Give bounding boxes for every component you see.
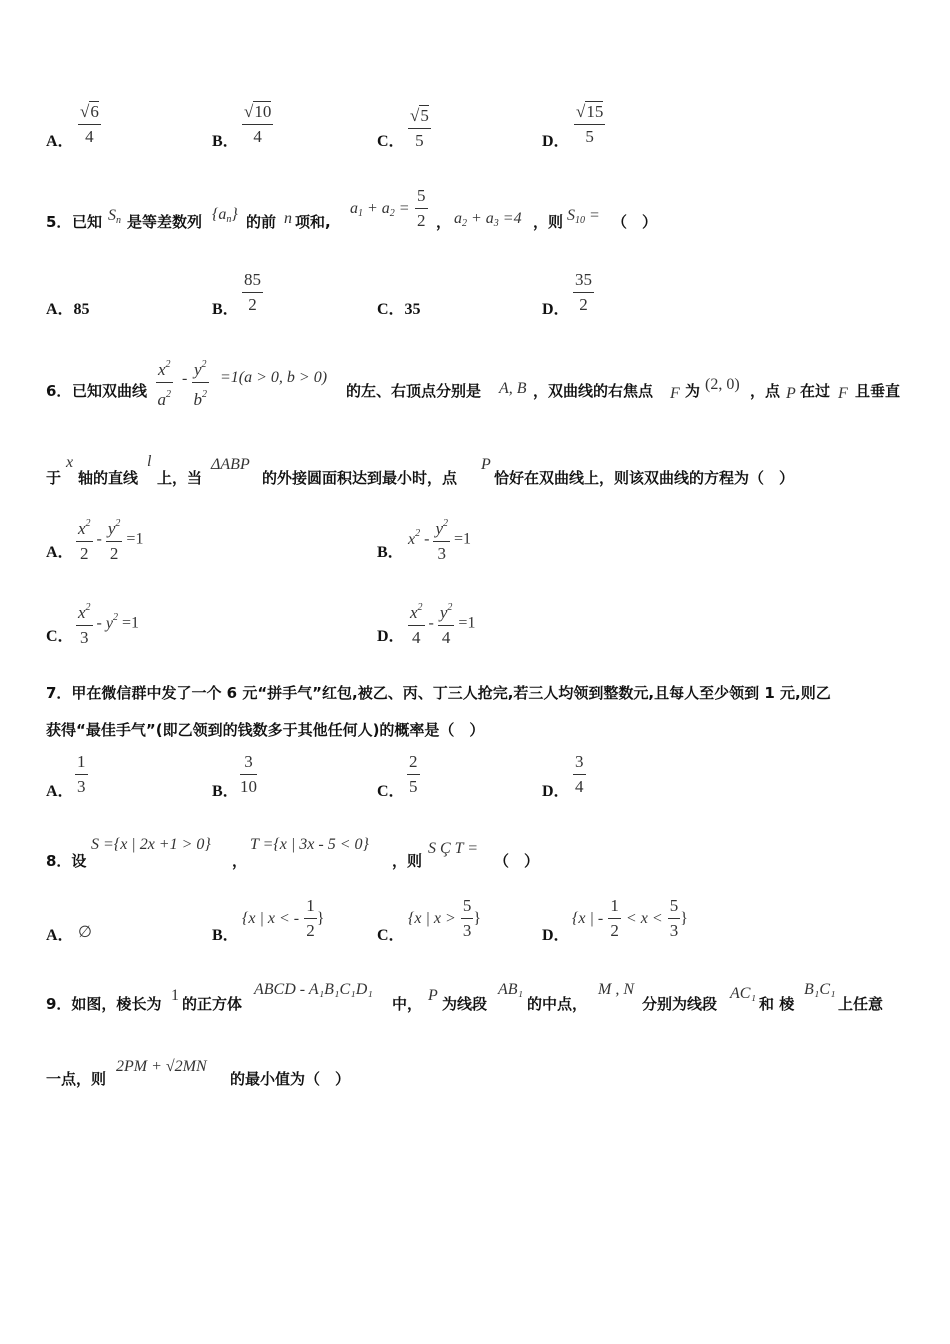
q6-number: 6． <box>46 382 72 400</box>
q6-F: F <box>670 385 680 402</box>
q9-cube: ABCD - A₁B₁C₁D₁ <box>254 981 373 998</box>
q5-option-d-fraction <box>573 270 594 315</box>
q8-then: ，则 <box>392 852 423 870</box>
q4-option-b-fraction: $\frac{√10}{4}$ <box>244 102 272 146</box>
q7-option-a-fraction <box>75 752 88 797</box>
q6-option-b-label: B． <box>377 544 404 561</box>
q9-text-8: 上任意 <box>838 995 884 1013</box>
q6-text-1: 已知双曲线 <box>72 382 148 400</box>
q4-option-c-label: C． <box>377 133 405 150</box>
q6-text-11: 的外接圆面积达到最小时，点 <box>262 469 458 487</box>
q8-b-den: 2 <box>306 921 315 940</box>
q5-eq2-rhs: =4 <box>502 210 522 227</box>
q7-a-num: 1 <box>75 752 88 775</box>
q5-eq1-num: 5 <box>415 186 428 209</box>
q7-line-1: 7．甲在微信群中发了一个 6 元“拼手气”红包,被乙、丙、丁三人抢完,若三人均领到整数元,且每人至少领到 1 元,则乙 <box>46 684 831 702</box>
q6-text-10: 上，当 <box>157 469 203 487</box>
q5-text-4: 项和, <box>295 213 331 231</box>
q5-b-den: 2 <box>248 295 257 314</box>
q6-x: x <box>66 454 74 471</box>
q4-b-den: 4 <box>253 127 262 146</box>
q6-option-d-expr: $\frac{x^2}{4}$ - $\frac{y^2}{4}$ =1 <box>408 598 475 648</box>
q9-text-6: 分别为线段 <box>642 995 718 1013</box>
q8-number: 8．设 <box>46 852 87 870</box>
q6-option-b-expr: $x^2$ - $\frac{y^2}{3}$ =1 <box>408 514 471 564</box>
q8-option-a-label: A． <box>46 927 74 944</box>
q4-c-num: 5 <box>420 106 429 125</box>
q7-option-b-fraction <box>240 752 257 797</box>
q4-option-c-fraction: $\frac{√5}{5}$ <box>410 106 429 150</box>
q6-point: (2, 0) <box>705 376 740 393</box>
q5-option-d-label: D． <box>542 301 570 318</box>
q8-option-b-label: B． <box>212 927 239 944</box>
q6-frac-x: $\frac{x^2}{a^2}$ <box>156 355 173 410</box>
q7-d-den: 4 <box>575 777 584 796</box>
q8-d-lhs: {x | - <box>572 910 604 927</box>
q8-expr: S Ç T = <box>428 840 479 857</box>
q5-eq1-lhs: $a_1 + a_2$ = <box>350 200 410 219</box>
q9-MN: M , N <box>598 981 634 998</box>
q4-b-num: 10 <box>254 102 272 121</box>
q9-text-1: 9．如图，棱长为 <box>46 995 162 1013</box>
q6-text-6: 在过 <box>800 382 831 400</box>
q7-option-a-label: A． <box>46 783 74 800</box>
q9-AB1: AB₁ <box>498 981 524 998</box>
q4-option-b-label: B． <box>212 133 239 150</box>
q6-text-9: 轴的直线 <box>78 469 139 487</box>
q9-text-2: 的正方体 <box>182 995 243 1013</box>
q5-b-num: 85 <box>242 270 263 293</box>
q6-text-4: 为 <box>685 382 701 400</box>
q6-minus: - <box>182 370 188 387</box>
q5-a-sub: n <box>226 214 232 225</box>
q4-d-den: 5 <box>585 127 594 146</box>
q6-triangle: ΔABP <box>211 456 250 473</box>
q8-d-num: 1 <box>608 896 621 919</box>
q6-l: l <box>147 453 152 470</box>
q9-expr: 2PM + √2MN <box>116 1058 207 1075</box>
q5-option-c: C．35 <box>377 301 421 318</box>
q7-option-c-label: C． <box>377 783 405 800</box>
q4-d-num: 15 <box>586 102 604 121</box>
q9-text-7: 和 棱 <box>759 995 795 1013</box>
q8-d-close: } <box>680 910 688 927</box>
q8-b-close: } <box>316 910 325 927</box>
q5-sn <box>108 207 121 226</box>
q5-eq1-fraction <box>415 186 428 231</box>
q8-option-b-expr <box>242 896 324 941</box>
q5-s10: $S_{10}$ = <box>567 207 600 226</box>
q9-text-9: 一点，则 <box>46 1070 107 1088</box>
q5-s10-sub: 10 <box>575 215 585 226</box>
q5-n-var: n <box>284 210 292 227</box>
q5-eq2-lhs: $a_2 + a_3 =4$ <box>454 210 522 229</box>
q5-number: 5． <box>46 213 72 231</box>
q4-option-a-fraction: $\frac{√6}{4}$ <box>80 102 99 146</box>
q9-text-5: 的中点， <box>527 995 588 1013</box>
q9-one: 1 <box>171 987 179 1004</box>
q6-text-12: 恰好在双曲线上，则该双曲线的方程为（ ） <box>494 469 795 487</box>
q6-vertices: A, B <box>499 380 527 397</box>
q6-frac-y: $\frac{y^2}{b^2}$ <box>192 355 209 410</box>
q4-a-den: 4 <box>85 127 94 146</box>
q5-eq1-den: 2 <box>417 211 426 230</box>
q6-F2: F <box>838 385 848 402</box>
q9-text-10: 的最小值为（ ） <box>230 1070 351 1088</box>
q7-line-2: 获得“最佳手气”(即乙领到的钱数多于其他任何人)的概率是（ ） <box>46 721 485 739</box>
q9-AC1: AC₁ <box>730 985 757 1002</box>
q5-s-symbol: S <box>108 207 116 224</box>
q4-option-d-label: D． <box>542 133 570 150</box>
q5-d-den: 2 <box>579 295 588 314</box>
q7-b-num: 3 <box>240 752 257 775</box>
q8-set-T: T ={x | 3x - 5 < 0} <box>250 836 369 853</box>
q5-option-b-label: B． <box>212 301 239 318</box>
q8-d-mid: < x < <box>625 910 663 927</box>
q8-set-S: S ={x | 2x +1 > 0} <box>91 836 211 853</box>
q4-c-den: 5 <box>415 131 424 150</box>
q7-c-num: 2 <box>407 752 420 775</box>
q8-b-num: 1 <box>304 896 317 919</box>
q6-text-2: 的左、右顶点分别是 <box>346 382 482 400</box>
q6-option-a-expr: $\frac{x^2}{2}$ - $\frac{y^2}{2}$ =1 <box>76 514 143 564</box>
q6-text-5: ，点 <box>750 382 781 400</box>
q4-a-num: 6 <box>90 102 99 121</box>
q8-d-num2: 5 <box>668 896 681 919</box>
q7-option-c-fraction <box>407 752 420 797</box>
q5-text-3: 的前 <box>246 213 277 231</box>
q5-d-num: 35 <box>573 270 594 293</box>
q9-text-3: 中， <box>392 995 423 1013</box>
q5-text-1: 已知 <box>72 213 103 231</box>
q8-d-den: 2 <box>610 921 619 940</box>
q8-c-num: 5 <box>461 896 474 919</box>
q5-option-a: A．85 <box>46 301 90 318</box>
q6-text-8: 于 <box>46 469 62 487</box>
q5-a-symbol: a <box>218 206 227 223</box>
q6-condition: =1(a > 0, b > 0) <box>220 369 328 386</box>
q5-sequence: $\{a_n\}$ <box>212 206 238 225</box>
q8-c-den: 3 <box>462 921 472 940</box>
q4-option-a-label: A． <box>46 133 74 150</box>
q7-d-num: 3 <box>573 752 586 775</box>
q8-option-d-expr <box>572 896 688 941</box>
q9-B1C1: B₁C₁ <box>804 981 836 998</box>
q4-option-d-fraction: $\frac{√15}{5}$ <box>576 102 604 146</box>
q6-option-d-label: D． <box>377 628 405 645</box>
q8-option-a-expr: ∅ <box>78 924 92 941</box>
q6-text-3: ，双曲线的右焦点 <box>533 382 654 400</box>
q6-text-7: 且垂直 <box>855 382 901 400</box>
q5-s-sub: n <box>116 215 121 226</box>
q8-option-c-label: C． <box>377 927 405 944</box>
q6-option-a-label: A． <box>46 544 74 561</box>
q9-P: P <box>428 987 438 1004</box>
q6-P: P <box>786 385 796 402</box>
q8-b-lhs: {x | x < - <box>242 910 300 927</box>
q8-c-lhs: {x | x > <box>408 910 456 927</box>
q6-option-c-expr: $\frac{x^2}{3}$ - $y^2 =1$ <box>76 598 139 648</box>
q5-text-7: （ ） <box>612 213 658 231</box>
q5-s10-symbol: S <box>567 207 575 224</box>
q6-P2: P <box>481 456 491 473</box>
q6-option-c-label: C． <box>46 628 74 645</box>
q8-paren: （ ） <box>494 852 540 870</box>
q8-c-close: } <box>473 910 482 927</box>
q9-text-4: 为线段 <box>442 995 488 1013</box>
q7-b-den: 10 <box>240 777 257 796</box>
q7-a-den: 3 <box>77 777 86 796</box>
q5-text-5: ， <box>436 213 452 231</box>
q8-d-den2: 3 <box>669 921 679 940</box>
q5-option-b-fraction <box>242 270 263 315</box>
q7-option-d-label: D． <box>542 783 570 800</box>
q5-text-2: 是等差数列 <box>127 213 203 231</box>
q7-option-d-fraction <box>573 752 586 797</box>
q7-option-b-label: B． <box>212 783 239 800</box>
q5-text-6: ，则 <box>533 213 564 231</box>
q7-c-den: 5 <box>409 777 418 796</box>
q8-comma: ， <box>232 852 248 870</box>
q8-option-c-expr <box>408 896 481 941</box>
q8-option-d-label: D． <box>542 927 570 944</box>
